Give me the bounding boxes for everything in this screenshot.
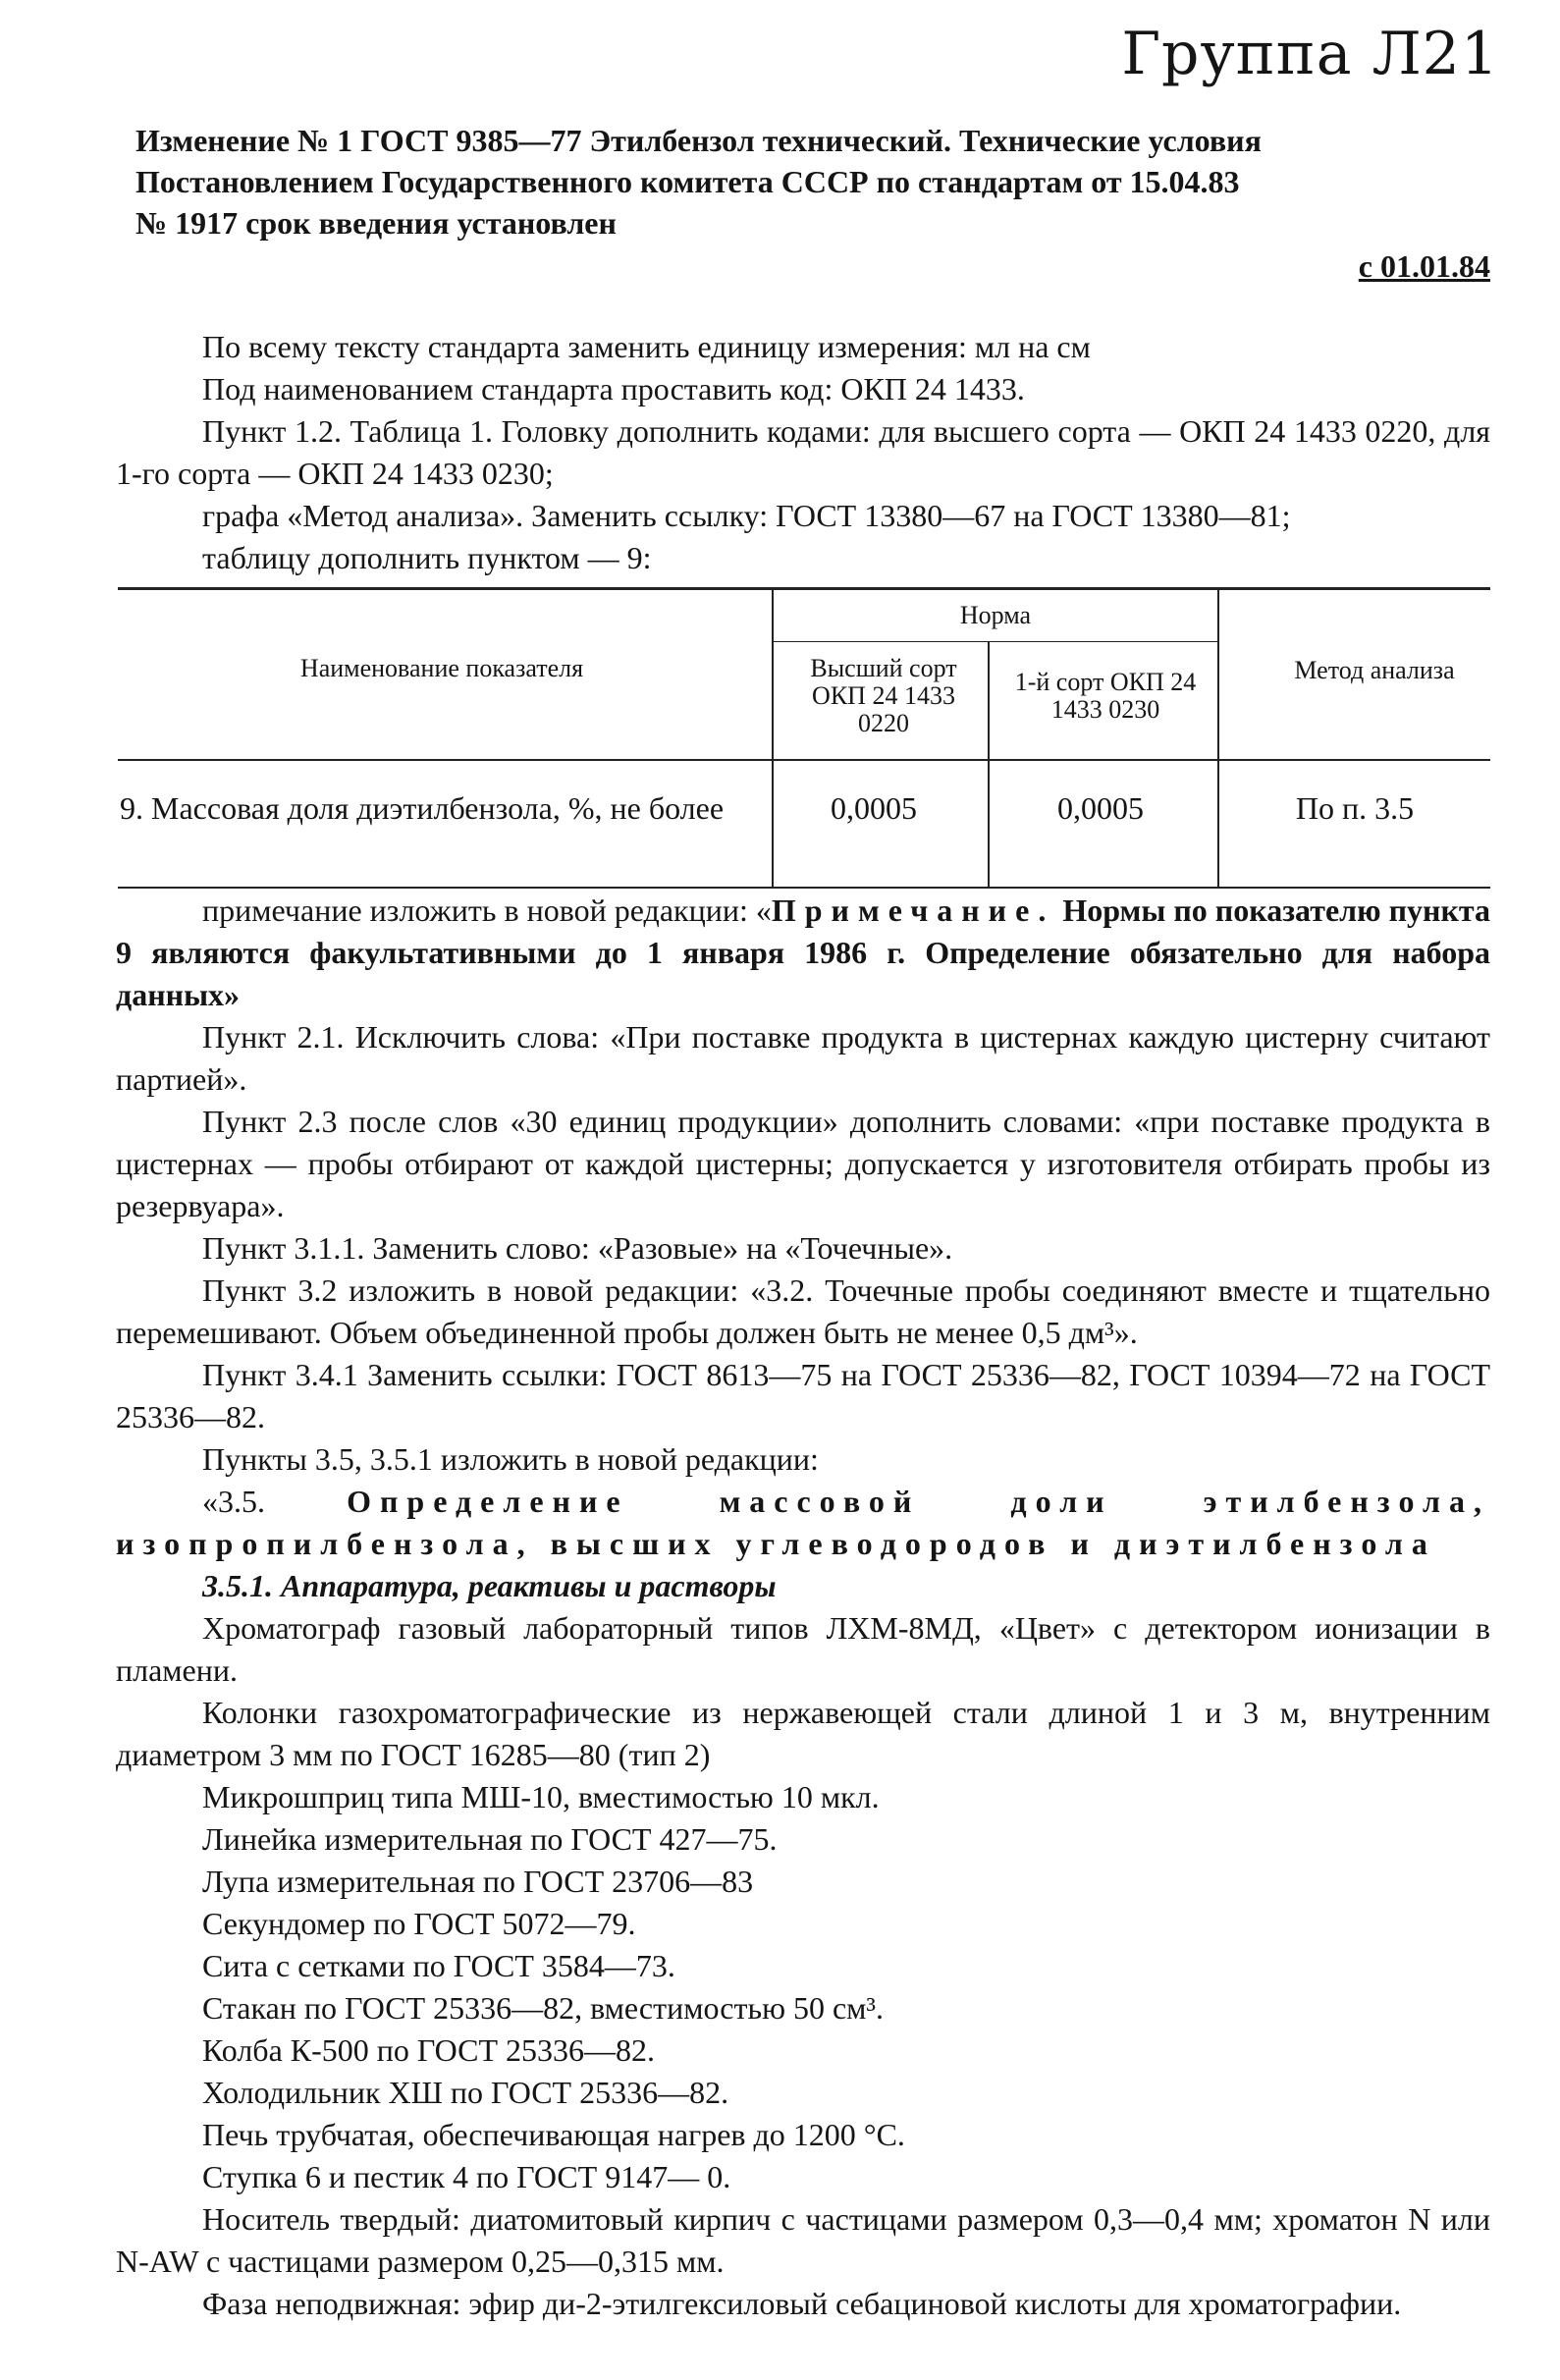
point-paragraph: Пункт 2.1. Исключить слова: «При поставке продукта в цистернах каждую цистерну считают партией».	[116, 1019, 1490, 1097]
table-divider	[1217, 590, 1219, 887]
header-high-grade: Высший сорт ОКП 24 1433 0220	[810, 654, 957, 737]
point-paragraph: Пункт 3.4.1 Заменить ссылки: ГОСТ 8613—75 на ГОСТ 25336—82, ГОСТ 10394—72 на ГОСТ 25336—82.	[116, 1357, 1490, 1434]
intro-paragraph: таблицу дополнить пунктом — 9:	[202, 540, 652, 575]
row-first-grade-value: 0,0005	[1057, 790, 1144, 826]
intro-block	[116, 326, 1490, 579]
group-label: Группа Л21	[1121, 20, 1499, 88]
apparatus-item: Лупа измерительная по ГОСТ 23706—83	[202, 1864, 754, 1899]
note-title: Примечание.	[771, 892, 1055, 928]
apparatus-paragraph: Колонки газохроматографические из нержавеющей стали длиной 1 и 3 м, внутренним диаметром 3 мм по ГОСТ 16285—80 (тип 2)	[116, 1695, 1490, 1772]
header-first-grade: 1-й сорт ОКП 24 1433 0230	[1014, 668, 1197, 724]
apparatus-item: Холодильник ХШ по ГОСТ 25336—82.	[202, 2075, 729, 2110]
intro-paragraph: графа «Метод анализа». Заменить ссылку: ГОСТ 13380—67 на ГОСТ 13380—81;	[202, 498, 1291, 533]
intro-paragraph: По всему тексту стандарта заменить единицу измерения: мл на см	[202, 329, 1091, 364]
apparatus-paragraph: Хроматограф газовый лабораторный типов ЛХМ-8МД, «Цвет» с детектором ионизации в пламени.	[116, 1610, 1490, 1688]
table-divider	[772, 590, 774, 887]
table-divider	[118, 759, 1490, 761]
row-method-value: По п. 3.5	[1295, 790, 1415, 826]
apparatus-item: Линейка измерительная по ГОСТ 427—75.	[202, 1821, 778, 1857]
phase-paragraph: Фаза неподвижная: эфир ди-2-этилгексиловый себациновой кислоты для хроматографии.	[202, 2286, 1402, 2321]
note-paragraph	[116, 890, 1490, 1016]
apparatus-item: Колба К-500 по ГОСТ 25336—82.	[202, 2032, 655, 2068]
apparatus-item: Микрошприц типа МШ-10, вместимостью 10 мкл.	[202, 1779, 880, 1814]
note-text: Нормы по показателю пункта 9 являются факультативными до 1 января 1986 г. Определение обязательно для набора данных»	[116, 892, 1491, 1012]
point-paragraph: Пункт 3.2 изложить в новой редакции: «3.2. Точечные пробы соединяют вместе и тщательно перемешивают. Объем объединенной пробы должен быть не менее 0,5 дм³».	[116, 1272, 1490, 1350]
table-divider	[772, 641, 1219, 642]
point-paragraph: Пункты 3.5, 3.5.1 изложить в новой редакции:	[202, 1441, 819, 1477]
change-header	[135, 120, 1490, 287]
header-line-1: Изменение № 1 ГОСТ 9385—77 Этилбензол технический. Технические условия	[135, 123, 1262, 158]
row-high-grade-value: 0,0005	[831, 790, 917, 826]
point-paragraph: Пункт 3.1.1. Заменить слово: «Разовые» на «Точечные».	[202, 1230, 953, 1266]
apparatus-heading: 3.5.1. Аппаратура, реактивы и растворы	[202, 1568, 777, 1603]
section-number: «3.5.	[202, 1484, 265, 1519]
apparatus-item: Стакан по ГОСТ 25336—82, вместимостью 50 см³.	[202, 1990, 885, 2026]
apparatus-item: Сита с сетками по ГОСТ 3584—73.	[202, 1948, 675, 1983]
section-title-text: Определение массовой доли этилбензола, изопропилбензола, высших углеводородов и диэтилбензола	[116, 1484, 1491, 1561]
carrier-paragraph: Носитель твердый: диатомитовый кирпич с частицами размером 0,3—0,4 мм; хроматон N или N-AW с частицами размером 0,25—0,315 мм.	[116, 2201, 1490, 2279]
section-title	[116, 1481, 1490, 1565]
apparatus-item: Печь трубчатая, обеспечивающая нагрев до 1200 °С.	[202, 2117, 905, 2152]
header-line-2: Постановлением Государственного комитета СССР по стандартам от 15.04.83	[135, 164, 1240, 199]
header-norm: Норма	[959, 601, 1032, 629]
apparatus-item: Секундомер по ГОСТ 5072—79.	[202, 1906, 636, 1941]
header-method: Метод анализа	[1294, 656, 1455, 684]
apparatus-item: Ступка 6 и пестик 4 по ГОСТ 9147— 0.	[202, 2159, 731, 2194]
main-text	[116, 890, 1490, 2325]
note-lead: примечание изложить в новой редакции: «	[202, 892, 772, 928]
header-line-3: № 1917 срок введения установлен	[135, 205, 617, 241]
norms-table	[118, 587, 1490, 889]
intro-paragraph: Пункт 1.2. Таблица 1. Головку дополнить кодами: для высшего сорта — ОКП 24 1433 0220, для 1-го сорта — ОКП 24 1433 0230;	[116, 413, 1490, 491]
header-indicator-name: Наименование показателя	[299, 654, 584, 682]
table-divider	[988, 641, 990, 887]
point-paragraph: Пункт 2.3 после слов «30 единиц продукции» дополнить словами: «при поставке продукта в цистернах — пробы отбирают от каждой цистерны; допускается у изготовителя отбирать пробы из резервуара».	[116, 1104, 1490, 1223]
effective-date: с 01.01.84	[1358, 248, 1490, 284]
row-indicator-name: 9. Массовая доля диэтилбензола, %, не более	[120, 790, 725, 826]
intro-paragraph: Под наименованием стандарта проставить код: ОКП 24 1433.	[202, 371, 1025, 406]
